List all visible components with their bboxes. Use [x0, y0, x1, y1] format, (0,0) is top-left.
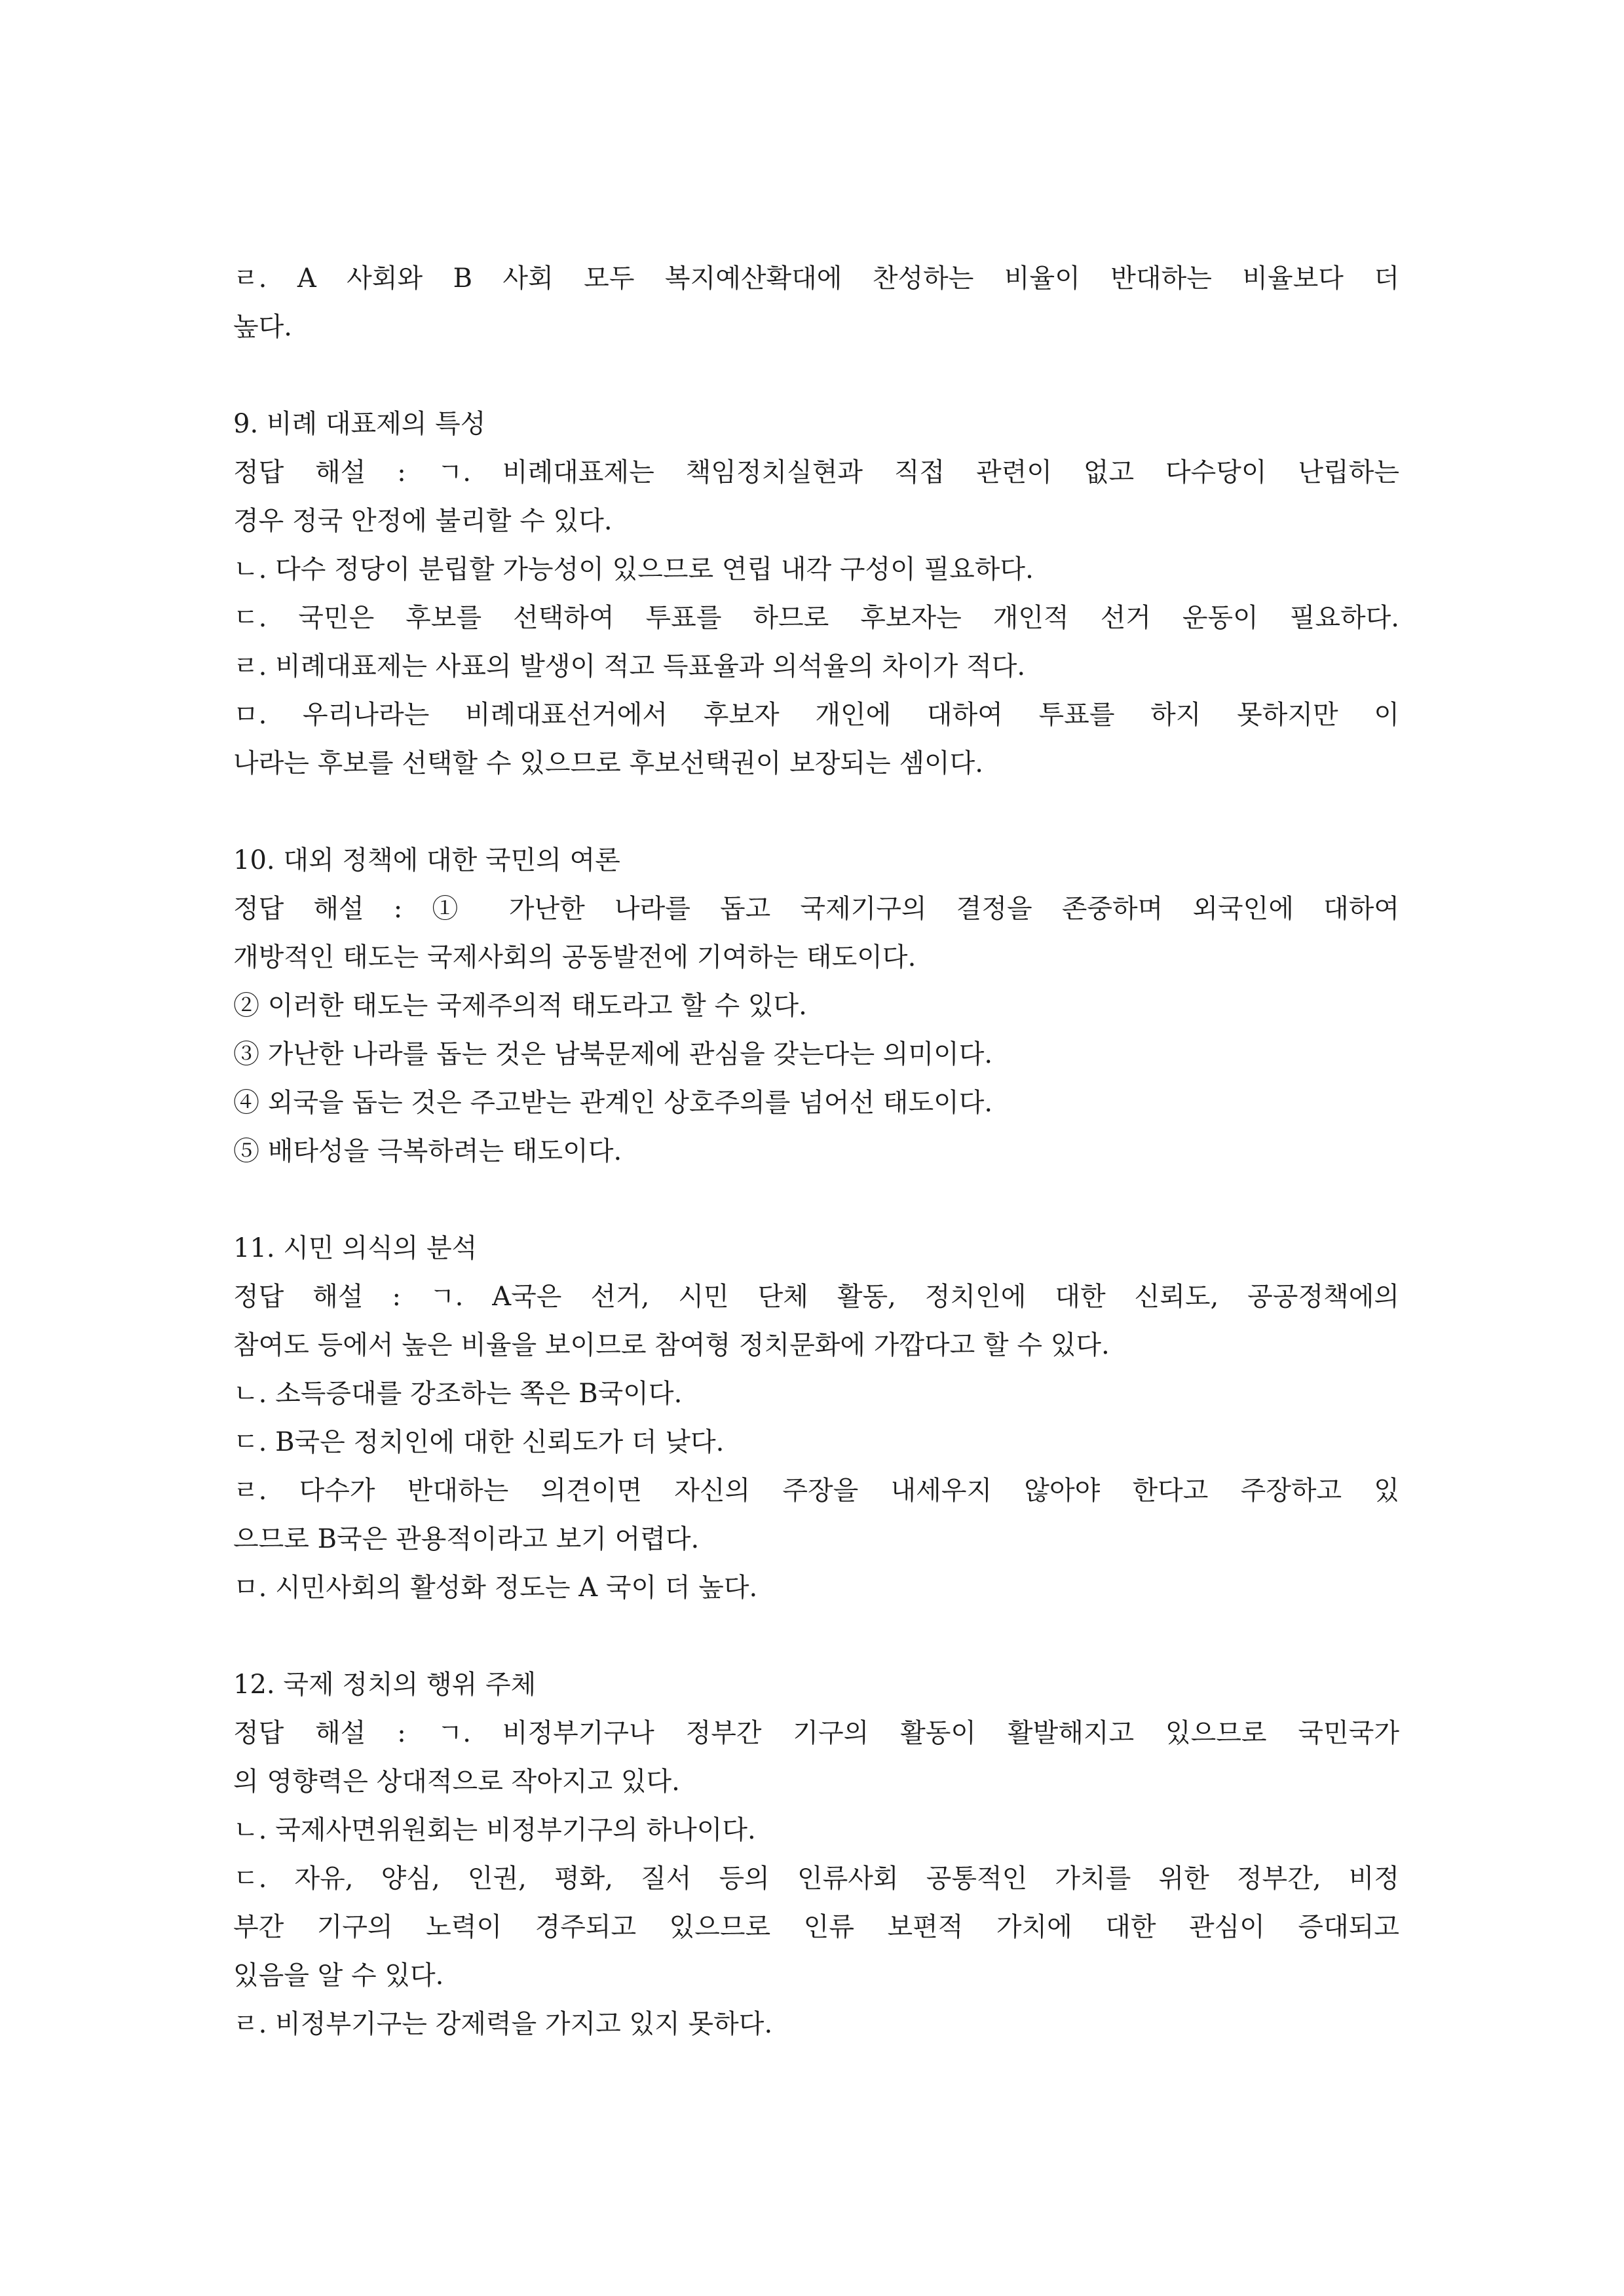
text-line: 정답 해설 : ㄱ. 비례대표제는 책임정치실현과 직접 관련이 없고 다수당이 난립하는 [233, 457, 1399, 488]
text-line: ③ 가난한 나라를 돕는 것은 남북문제에 관심을 갖는다는 의미이다. [233, 1039, 993, 1069]
section-heading: 12. 국제 정치의 행위 주체 [233, 1670, 537, 1700]
section-10 [233, 836, 1399, 1176]
text-line: ㄹ. 비정부기구는 강제력을 가지고 있지 못하다. [233, 2009, 773, 2039]
text-line: 높다. [233, 312, 292, 342]
text-line: ㄴ. 소득증대를 강조하는 쪽은 B국이다. [233, 1379, 683, 1409]
text-line: ㄷ. 국민은 후보를 선택하여 투표를 하므로 후보자는 개인적 선거 운동이 필요하다. [233, 603, 1399, 633]
text-line: 정답 해설 : ① 가난한 나라를 돕고 국제기구의 결정을 존중하며 외국인에 대하여 [233, 894, 1399, 924]
section-heading: 10. 대외 정책에 대한 국민의 여론 [233, 845, 620, 875]
text-line: 정답 해설 : ㄱ. A국은 선거, 시민 단체 활동, 정치인에 대한 신뢰도, 공공정책에의 [233, 1282, 1399, 1312]
text-line: ㄹ. 다수가 반대하는 의견이면 자신의 주장을 내세우지 않아야 한다고 주장하고 있 [233, 1476, 1399, 1506]
text-line: ㄷ. 자유, 양심, 인권, 평화, 질서 등의 인류사회 공통적인 가치를 위한 정부간, 비정 [233, 1864, 1399, 1894]
paragraph-gap [233, 788, 1399, 836]
answer-item-continued [233, 254, 1399, 351]
text-line: ⑤ 배타성을 극복하려는 태도이다. [233, 1136, 622, 1166]
text-line: 정답 해설 : ㄱ. 비정부기구나 정부간 기구의 활동이 활발해지고 있으므로 국민국가 [233, 1718, 1399, 1748]
text-line: ㄹ. 비례대표제는 사표의 발생이 적고 득표율과 의석율의 차이가 적다. [233, 651, 1026, 681]
text-line: 경우 정국 안정에 불리할 수 있다. [233, 506, 613, 536]
section-heading: 11. 시민 의식의 분석 [233, 1233, 478, 1263]
text-line: ④ 외국을 돕는 것은 주고받는 관계인 상호주의를 넘어선 태도이다. [233, 1088, 993, 1118]
text-line: ㄴ. 국제사면위원회는 비정부기구의 하나이다. [233, 1815, 756, 1845]
text-line: 으므로 B국은 관용적이라고 보기 어렵다. [233, 1524, 700, 1554]
text-line: ㄷ. B국은 정치인에 대한 신뢰도가 더 낮다. [233, 1427, 725, 1457]
text-line: 있음을 알 수 있다. [233, 1961, 444, 1991]
section-12 [233, 1660, 1399, 2048]
text-line: 의 영향력은 상대적으로 작아지고 있다. [233, 1767, 680, 1797]
text-line: 참여도 등에서 높은 비율을 보이므로 참여형 정치문화에 가깝다고 할 수 있다. [233, 1330, 1110, 1360]
text-line: 부간 기구의 노력이 경주되고 있으므로 인류 보편적 가치에 대한 관심이 증대되고 [233, 1912, 1399, 1942]
text-line: ㅁ. 우리나라는 비례대표선거에서 후보자 개인에 대하여 투표를 하지 못하지만 이 [233, 700, 1399, 730]
paragraph-gap [233, 1176, 1399, 1224]
section-11 [233, 1224, 1399, 1612]
text-line: ㅁ. 시민사회의 활성화 정도는 A 국이 더 높다. [233, 1573, 758, 1603]
section-heading: 9. 비례 대표제의 특성 [233, 409, 486, 439]
paragraph-gap [233, 1612, 1399, 1660]
text-line: 개방적인 태도는 국제사회의 공동발전에 기여하는 태도이다. [233, 942, 916, 972]
text-line: ② 이러한 태도는 국제주의적 태도라고 할 수 있다. [233, 991, 807, 1021]
text-line: 나라는 후보를 선택할 수 있으므로 후보선택권이 보장되는 셈이다. [233, 748, 983, 778]
document-page [233, 254, 1399, 2048]
text-line: ㄹ. A 사회와 B 사회 모두 복지예산확대에 찬성하는 비율이 반대하는 비율보다 더 [233, 263, 1399, 294]
paragraph-gap [233, 351, 1399, 400]
section-9 [233, 400, 1399, 788]
text-line: ㄴ. 다수 정당이 분립할 가능성이 있으므로 연립 내각 구성이 필요하다. [233, 554, 1034, 584]
